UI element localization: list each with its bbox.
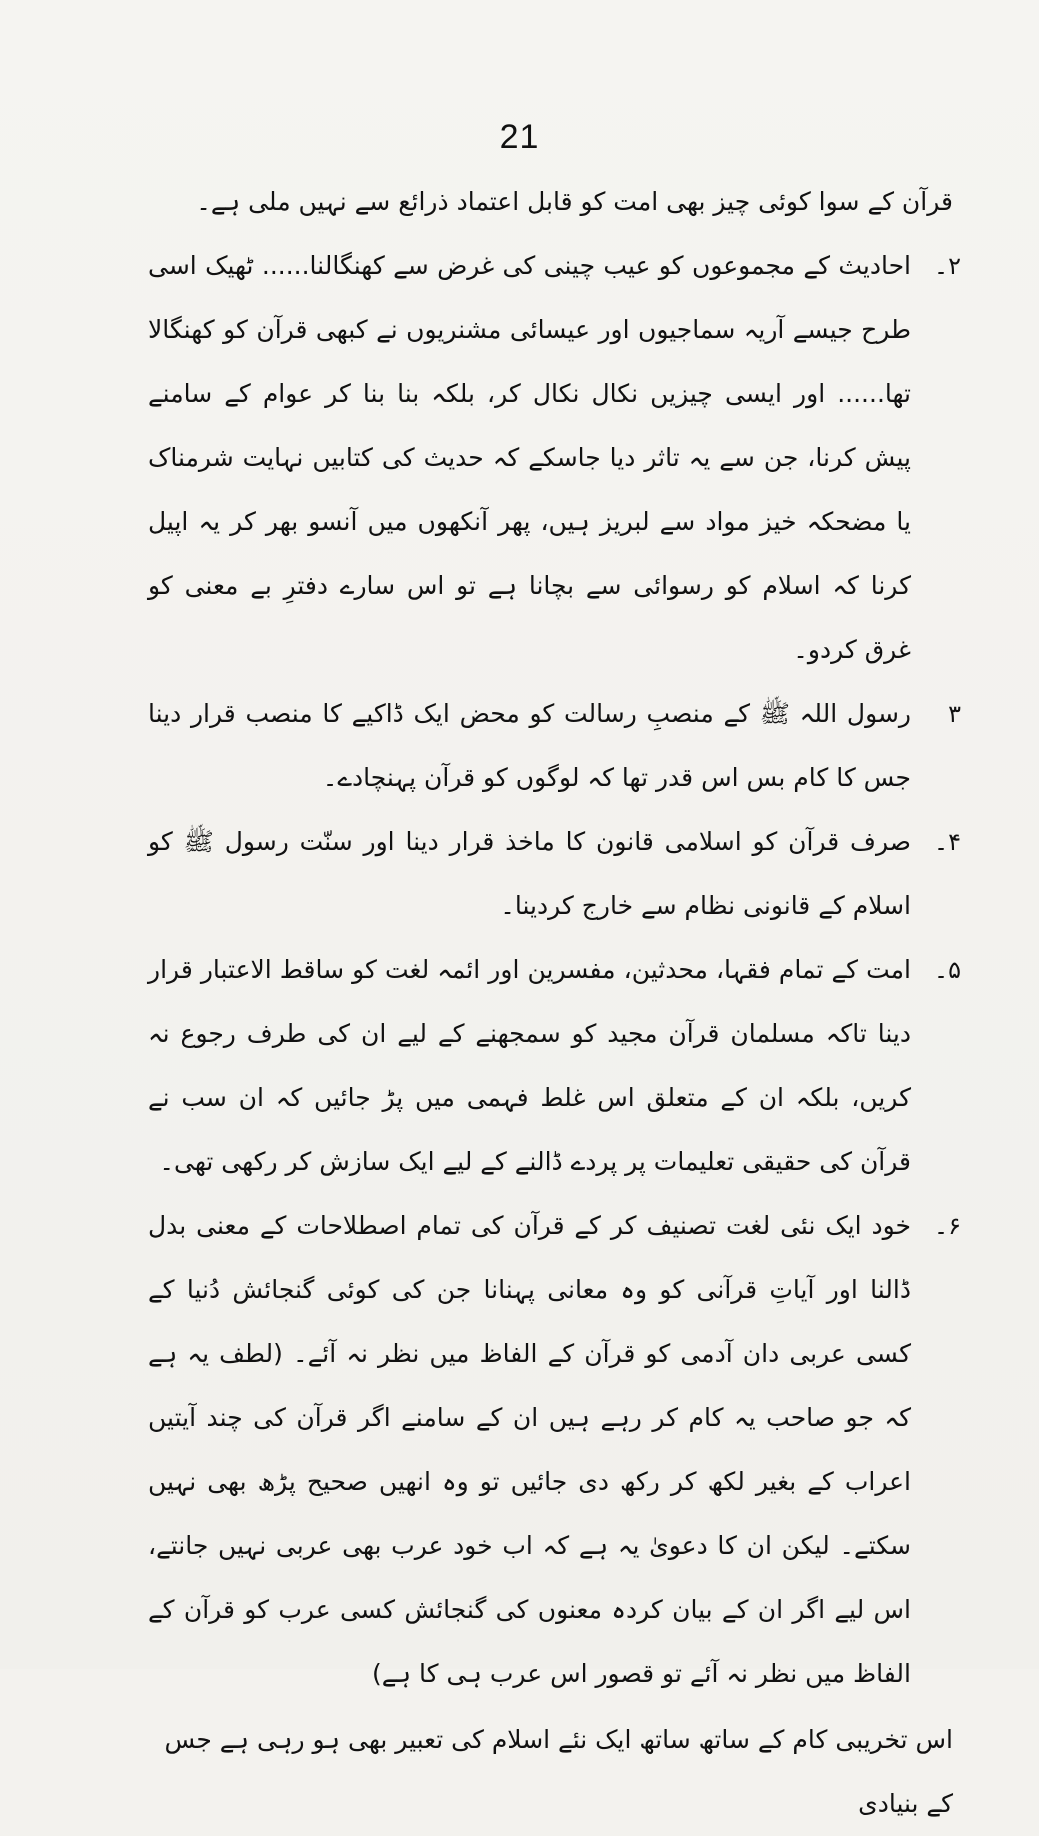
- list-item-text: امت کے تمام فقہا، محدثین، مفسرین اور ائمہ لغت کو ساقط الاعتبار قرار دینا تاکہ مسلمان قرآن مجید کو سمجھنے کے لیے ان کی طرف رجوع نہ کریں، بلکہ ان کے متعلق اس غلط فہمی میں پڑ جائیں کہ ان سب نے قرآن کی حقیقی تعلیمات پر پردے ڈالنے کے لیے ایک سازش کر رکھی تھی۔: [148, 955, 911, 1176]
- list-item-number: ۲۔: [934, 252, 961, 280]
- list-item-number: ۳: [948, 700, 961, 728]
- body-text: [148, 170, 961, 1836]
- list-item-number: ۵۔: [934, 956, 961, 984]
- list-item: [148, 938, 961, 1194]
- list-item: [148, 234, 961, 682]
- list-item-text: صرف قرآن کو اسلامی قانون کا ماخذ قرار دینا اور سنّت رسول ﷺ کو اسلام کے قانونی نظام سے خارج کردینا۔: [148, 827, 911, 920]
- list-item-text: رسول اللہ ﷺ کے منصبِ رسالت کو محض ایک ڈاکیے کا منصب قرار دینا جس کا کام بس اس قدر تھا کہ لوگوں کو قرآن پہنچادے۔: [148, 699, 911, 792]
- intro-paragraph: قرآن کے سوا کوئی چیز بھی امت کو قابل اعتماد ذرائع سے نہیں ملی ہے۔: [196, 187, 953, 216]
- list-item-number: ۶۔: [934, 1212, 961, 1240]
- list-item-number: ۴۔: [934, 828, 961, 856]
- page-number: 21: [499, 118, 540, 156]
- list-item-text: خود ایک نئی لغت تصنیف کر کے قرآن کی تمام اصطلاحات کے معنی بدل ڈالنا اور آیاتِ قرآنی کو وہ معانی پہنانا جن کی کوئی گنجائش دُنیا کے کسی عربی دان آدمی کو قرآن کے الفاظ میں نظر نہ آئے۔ (لطف یہ ہے کہ جو صاحب یہ کام کر رہے ہیں ان کے سامنے اگر قرآن کی چند آیتیں اعراب کے بغیر لکھ کر رکھ دی جائیں تو وہ انھیں صحیح پڑھ بھی نہیں سکتے۔ لیکن ان کا دعویٰ یہ ہے کہ اب خود عرب بھی عربی نہیں جانتے، اس لیے اگر ان کے بیان کردہ معنوں کی گنجائش کسی عرب کو قرآن کے الفاظ میں نظر نہ آئے تو قصور اس عرب ہی کا ہے): [148, 1211, 911, 1688]
- list-item: [148, 1194, 961, 1706]
- list-item: [148, 810, 961, 938]
- list-item: [148, 682, 961, 810]
- closing-paragraph: اس تخریبی کام کے ساتھ ساتھ ایک نئے اسلام کی تعبیر بھی ہو رہی ہے جس کے بنیادی: [164, 1725, 953, 1818]
- list-item-text: احادیث کے مجموعوں کو عیب چینی کی غرض سے کھنگالنا...... ٹھیک اسی طرح جیسے آریہ سماجیوں اور عیسائی مشنریوں نے کبھی قرآن کو کھنگالا تھا...... اور ایسی چیزیں نکال نکال کر، بلکہ بنا بنا کر عوام کے سامنے پیش کرنا، جن سے یہ تاثر دیا جاسکے کہ حدیث کی کتابیں نہایت شرمناک یا مضحکہ خیز مواد سے لبریز ہیں، پھر آنکھوں میں آنسو بھر کر یہ اپیل کرنا کہ اسلام کو رسوائی سے بچانا ہے تو اس سارے دفترِ بے معنی کو غرق کردو۔: [148, 251, 911, 664]
